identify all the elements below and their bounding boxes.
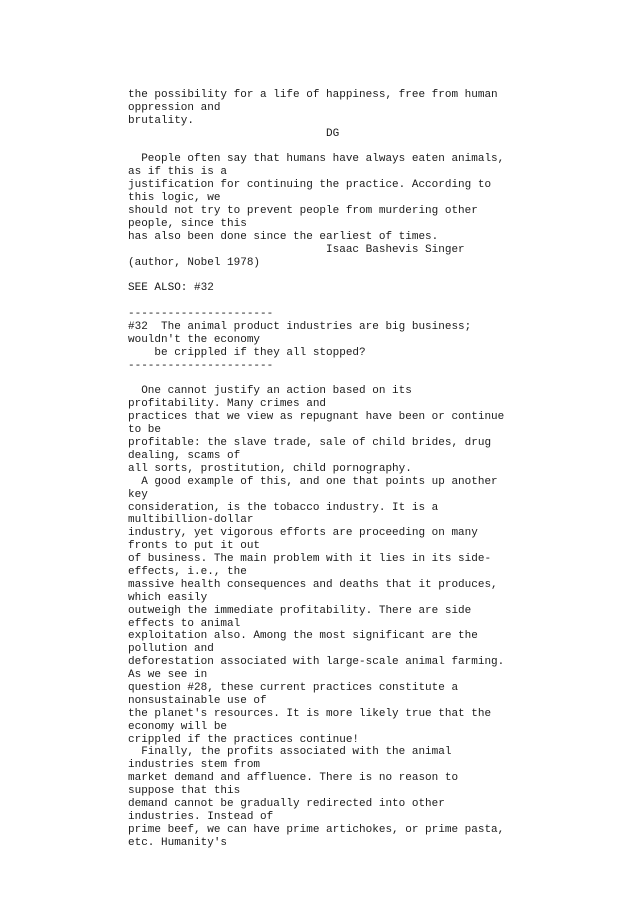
text-line: A good example of this, and one that points up another — [128, 475, 498, 488]
text-line: etc. Humanity's — [128, 836, 228, 849]
document-body — [128, 89, 508, 850]
text-line: industry, yet vigorous efforts are proceeding on many — [128, 527, 478, 540]
blank-line — [128, 373, 508, 386]
text-line: nonsustainable use of — [128, 694, 267, 707]
text-line: Isaac Bashevis Singer — [128, 243, 465, 256]
text-line: effects, i.e., the — [128, 565, 247, 578]
text-line: ---------------------- — [128, 359, 274, 372]
text-line: One cannot justify an action based on its — [128, 385, 412, 398]
text-line: question #28, these current practices constitute a — [128, 681, 459, 694]
text-line: SEE ALSO: #32 — [128, 282, 214, 295]
text-line: practices that we view as repugnant have been or continue — [128, 411, 505, 424]
text-line: #32 The animal product industries are big business; — [128, 321, 472, 334]
text-line: dealing, scams of — [128, 449, 241, 462]
text-line: As we see in — [128, 669, 208, 682]
text-line: (author, Nobel 1978) — [128, 256, 261, 269]
text-line: this logic, we — [128, 192, 221, 205]
text-line: key — [128, 488, 148, 501]
text-line: wouldn't the economy — [128, 333, 261, 346]
text-line: economy will be — [128, 720, 228, 733]
text-line: fronts to put it out — [128, 540, 261, 553]
text-line: profitable: the slave trade, sale of child brides, drug — [128, 437, 492, 450]
text-line: crippled if the practices continue! — [128, 733, 360, 746]
text-line: which easily — [128, 591, 208, 604]
text-line: should not try to prevent people from murdering other — [128, 205, 478, 218]
text-line: brutality. — [128, 114, 195, 127]
text-line: Finally, the profits associated with the animal — [128, 746, 452, 759]
text-line: oppression and — [128, 101, 221, 114]
text-line: deforestation associated with large-scale animal farming. — [128, 656, 505, 669]
text-line: profitability. Many crimes and — [128, 398, 327, 411]
text-line: multibillion-dollar — [128, 514, 254, 527]
text-line: effects to animal — [128, 617, 241, 630]
text-line: pollution and — [128, 643, 214, 656]
text-line: the possibility for a life of happiness, free from human — [128, 89, 498, 101]
blank-line — [128, 141, 508, 154]
text-line: suppose that this — [128, 785, 241, 798]
text-line: exploitation also. Among the most significant are the — [128, 630, 478, 643]
text-line: people, since this — [128, 217, 247, 230]
text-line: market demand and affluence. There is no reason to — [128, 772, 459, 785]
text-line: industries. Instead of — [128, 810, 274, 823]
text-line: be crippled if they all stopped? — [128, 346, 366, 359]
text-line: ---------------------- — [128, 308, 274, 321]
text-line: consideration, is the tobacco industry. It is a — [128, 501, 439, 514]
text-line: to be — [128, 424, 162, 437]
text-line: prime beef, we can have prime artichokes, or prime pasta, — [128, 823, 505, 836]
text-line: industries stem from — [128, 759, 261, 772]
text-line: of business. The main problem with it lies in its side- — [128, 553, 492, 566]
text-line: as if this is a — [128, 166, 228, 179]
text-line: massive health consequences and deaths that it produces, — [128, 578, 498, 591]
text-line: all sorts, prostitution, child pornography. — [128, 462, 412, 475]
text-line: the planet's resources. It is more likely true that the — [128, 707, 492, 720]
text-line: People often say that humans have always eaten animals, — [128, 153, 505, 166]
blank-line — [128, 295, 508, 308]
text-line: has also been done since the earliest of times. — [128, 230, 439, 243]
blank-line — [128, 269, 508, 282]
text-line: justification for continuing the practice. According to — [128, 179, 492, 192]
text-line: DG — [128, 127, 340, 140]
text-line: outweigh the immediate profitability. There are side — [128, 604, 472, 617]
text-line: demand cannot be gradually redirected into other — [128, 797, 445, 810]
